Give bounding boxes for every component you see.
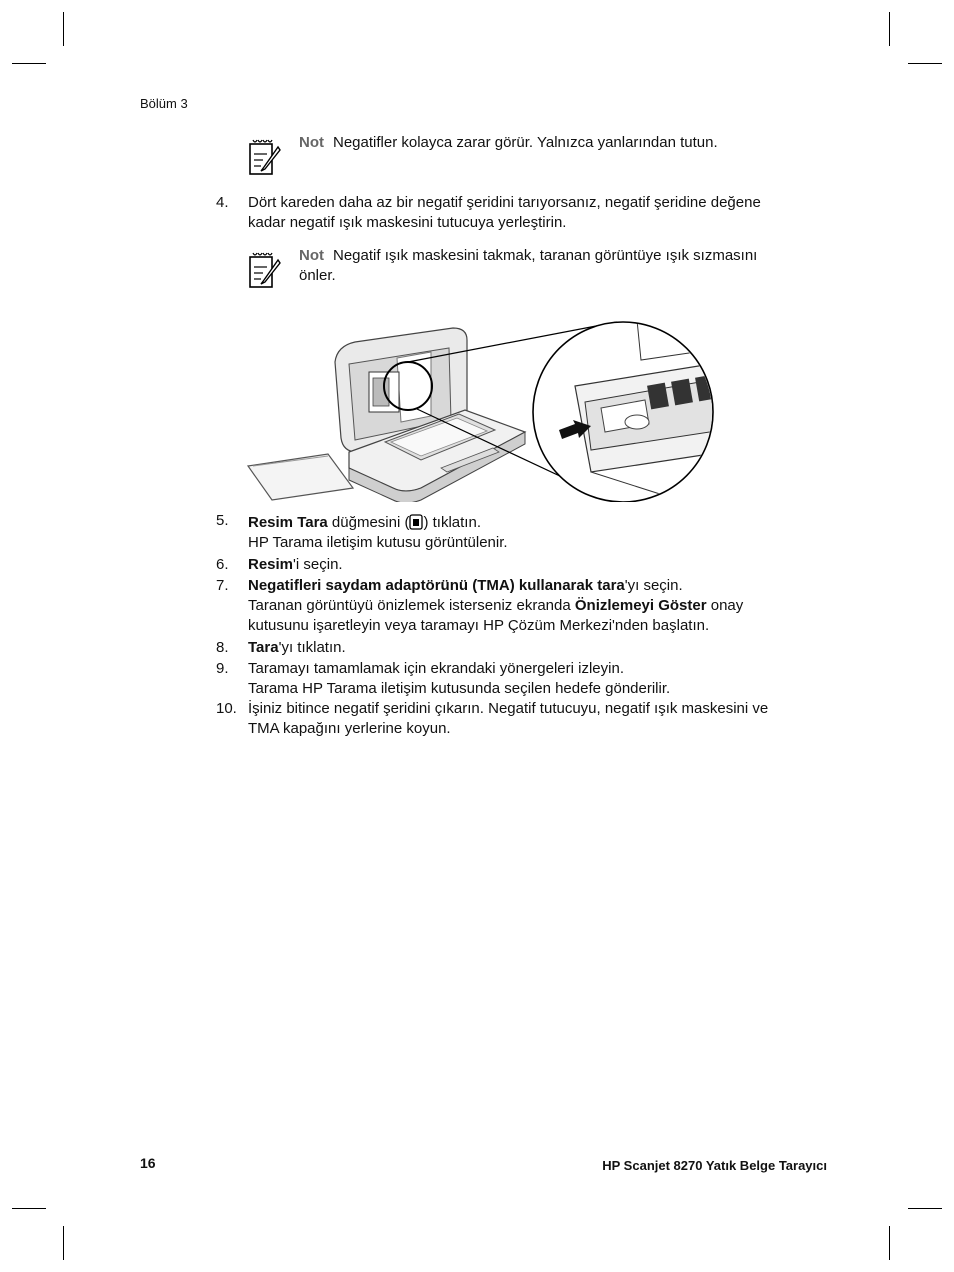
step-10: [216, 699, 796, 739]
step-result: HP Tarama iletişim kutusu görüntülenir.: [248, 534, 508, 551]
step-4: [216, 193, 796, 233]
scanner-illustration: [245, 320, 723, 502]
step-bold: Resim: [248, 556, 294, 573]
note-text: Negatif ışık maskesini takmak, taranan görüntüye ışık sızmasını önler.: [299, 247, 758, 284]
crop-mark: [889, 12, 890, 46]
chapter-header: Bölüm 3: [140, 96, 188, 111]
step-text: Taranan görüntüyü önizlemek isterseniz ekranda: [248, 597, 575, 614]
step-bold: Tara: [248, 639, 279, 656]
scan-picture-button-icon: [409, 514, 423, 530]
notepad-pencil-icon: [247, 137, 281, 177]
step-text: 'yı tıklatın.: [278, 639, 346, 656]
step-text: düğmesini (: [327, 514, 410, 531]
crop-mark: [12, 1208, 46, 1209]
step-8: [216, 638, 796, 658]
step-number: 4.: [216, 194, 229, 211]
notepad-pencil-icon: [247, 250, 281, 290]
step-bold: Resim Tara: [248, 514, 328, 531]
step-text: İşiniz bitince negatif şeridini çıkarın. Negatif tutucuyu, negatif ışık maskesini ve TMA kapağını yerlerine koyun.: [248, 700, 769, 737]
crop-mark: [908, 1208, 942, 1209]
step-result: Tarama HP Tarama iletişim kutusunda seçilen hedefe gönderilir.: [248, 680, 671, 697]
step-text: 'i seçin.: [293, 556, 343, 573]
step-9: [216, 659, 796, 699]
negative-sheet: [248, 454, 353, 500]
step-text: Dört kareden daha az bir negatif şeridini tarıyorsanız, negatif şeridine değene kadar negatif ışık maskesini tutucuya yerleştirin.: [248, 194, 761, 231]
step-text: 'yı seçin.: [624, 577, 683, 594]
step-5: [216, 511, 796, 553]
step-text: ) tıklatın.: [423, 514, 481, 531]
zoom-detail: [533, 320, 723, 502]
crop-mark: [889, 1226, 890, 1260]
note-label: Not: [299, 247, 324, 264]
step-bold: Önizlemeyi Göster: [574, 597, 707, 614]
step-number: 7.: [216, 577, 229, 594]
step-bold: Negatifleri saydam adaptörünü (TMA) kullanarak tara: [248, 577, 625, 594]
step-text: Taramayı tamamlamak için ekrandaki yönergeleri izleyin.: [248, 660, 624, 677]
step-number: 8.: [216, 639, 229, 656]
note-2: [247, 246, 807, 286]
page-number: 16: [140, 1155, 156, 1171]
crop-mark: [12, 63, 46, 64]
step-number: 9.: [216, 660, 229, 677]
step-number: 6.: [216, 556, 229, 573]
crop-mark: [908, 63, 942, 64]
step-number: 5.: [216, 512, 229, 529]
step-number: 10.: [216, 700, 237, 717]
note-1: [247, 133, 807, 153]
note-label: Not: [299, 134, 324, 151]
step-text: onay kutusunu işaretleyin veya taramayı HP Çözüm Merkezi'nden başlatın.: [248, 597, 744, 634]
step-6: [216, 555, 796, 575]
step-7: [216, 576, 796, 636]
crop-mark: [63, 1226, 64, 1260]
crop-mark: [63, 12, 64, 46]
footer-title: HP Scanjet 8270 Yatık Belge Tarayıcı: [602, 1158, 827, 1173]
note-text: Negatifler kolayca zarar görür. Yalnızca yanlarından tutun.: [333, 134, 718, 151]
